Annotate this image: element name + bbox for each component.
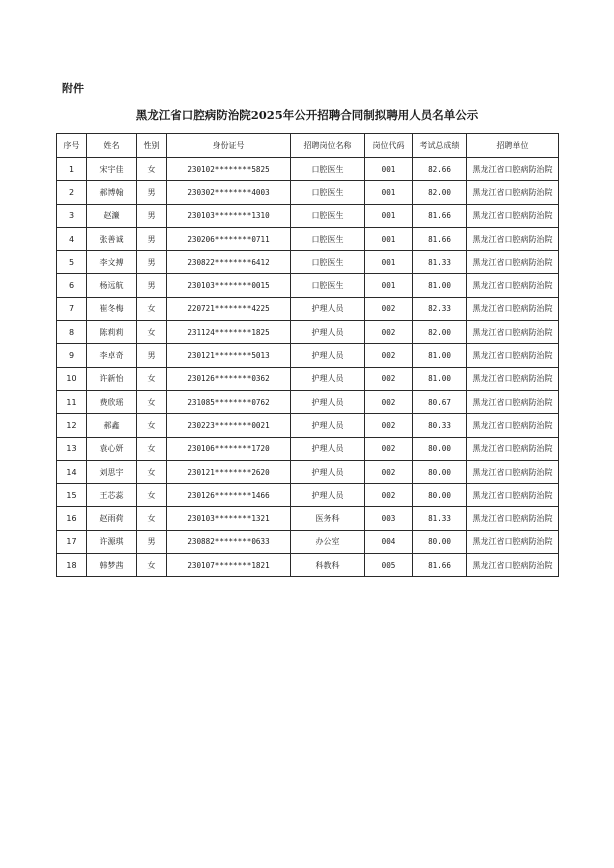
cell-exam-score: 81.00: [413, 274, 467, 297]
cell-position-name: 科教科: [291, 554, 365, 577]
cell-exam-score: 81.33: [413, 507, 467, 530]
document-title: 黑龙江省口腔病防治院2025年公开招聘合同制拟聘用人员名单公示: [135, 108, 479, 122]
cell-exam-score: 82.66: [413, 158, 467, 181]
cell-id-number: 230302********4003: [167, 181, 291, 204]
cell-position-name: 护理人员: [291, 484, 365, 507]
cell-id-number: 230107********1821: [167, 554, 291, 577]
table-row: [57, 414, 559, 437]
cell-seq: 14: [57, 460, 87, 483]
cell-position-name: 护理人员: [291, 344, 365, 367]
cell-exam-score: 81.00: [413, 344, 467, 367]
cell-id-number: 230126********1466: [167, 484, 291, 507]
candidate-table: [56, 133, 559, 577]
cell-employer: 黑龙江省口腔病防治院: [467, 507, 559, 530]
cell-position-name: 护理人员: [291, 367, 365, 390]
cell-employer: 黑龙江省口腔病防治院: [467, 227, 559, 250]
cell-position-code: 002: [365, 437, 413, 460]
cell-gender: 男: [137, 181, 167, 204]
header-name: 姓名: [87, 134, 137, 158]
cell-employer: 黑龙江省口腔病防治院: [467, 274, 559, 297]
cell-name: 王芯蕊: [87, 484, 137, 507]
cell-seq: 2: [57, 181, 87, 204]
cell-gender: 女: [137, 321, 167, 344]
cell-position-name: 口腔医生: [291, 251, 365, 274]
cell-employer: 黑龙江省口腔病防治院: [467, 437, 559, 460]
cell-seq: 16: [57, 507, 87, 530]
cell-name: 李卓奇: [87, 344, 137, 367]
cell-id-number: 230126********0362: [167, 367, 291, 390]
cell-employer: 黑龙江省口腔病防治院: [467, 390, 559, 413]
cell-gender: 女: [137, 390, 167, 413]
cell-exam-score: 80.00: [413, 484, 467, 507]
cell-gender: 女: [137, 158, 167, 181]
table-row: [57, 274, 559, 297]
cell-employer: 黑龙江省口腔病防治院: [467, 297, 559, 320]
cell-name: 宋宇佳: [87, 158, 137, 181]
header-exam-score: 考试总成绩: [413, 134, 467, 158]
cell-seq: 3: [57, 204, 87, 227]
cell-position-name: 口腔医生: [291, 204, 365, 227]
table-row: [57, 460, 559, 483]
cell-exam-score: 80.33: [413, 414, 467, 437]
cell-seq: 6: [57, 274, 87, 297]
cell-position-code: 001: [365, 158, 413, 181]
cell-employer: 黑龙江省口腔病防治院: [467, 530, 559, 553]
cell-id-number: 230223********0021: [167, 414, 291, 437]
cell-gender: 女: [137, 367, 167, 390]
cell-gender: 女: [137, 297, 167, 320]
cell-seq: 7: [57, 297, 87, 320]
cell-position-code: 003: [365, 507, 413, 530]
table-row: [57, 554, 559, 577]
cell-id-number: 231085********0762: [167, 390, 291, 413]
cell-position-code: 002: [365, 321, 413, 344]
cell-position-name: 口腔医生: [291, 227, 365, 250]
cell-exam-score: 80.00: [413, 530, 467, 553]
cell-gender: 男: [137, 274, 167, 297]
table-row: [57, 367, 559, 390]
cell-position-name: 口腔医生: [291, 158, 365, 181]
cell-employer: 黑龙江省口腔病防治院: [467, 414, 559, 437]
cell-name: 李文搏: [87, 251, 137, 274]
cell-name: 崔冬梅: [87, 297, 137, 320]
table-row: [57, 530, 559, 553]
table-row: [57, 437, 559, 460]
cell-gender: 男: [137, 344, 167, 367]
cell-employer: 黑龙江省口腔病防治院: [467, 321, 559, 344]
cell-gender: 女: [137, 460, 167, 483]
cell-position-code: 002: [365, 297, 413, 320]
cell-position-name: 口腔医生: [291, 181, 365, 204]
cell-position-code: 001: [365, 204, 413, 227]
cell-position-code: 004: [365, 530, 413, 553]
cell-seq: 8: [57, 321, 87, 344]
cell-seq: 11: [57, 390, 87, 413]
cell-id-number: 230106********1720: [167, 437, 291, 460]
cell-name: 张善诚: [87, 227, 137, 250]
cell-exam-score: 80.67: [413, 390, 467, 413]
table-row: [57, 507, 559, 530]
header-position-code: 岗位代码: [365, 134, 413, 158]
cell-id-number: 230822********6412: [167, 251, 291, 274]
cell-name: 许新怡: [87, 367, 137, 390]
cell-seq: 12: [57, 414, 87, 437]
cell-seq: 18: [57, 554, 87, 577]
cell-employer: 黑龙江省口腔病防治院: [467, 554, 559, 577]
table-row: [57, 297, 559, 320]
cell-employer: 黑龙江省口腔病防治院: [467, 484, 559, 507]
cell-employer: 黑龙江省口腔病防治院: [467, 204, 559, 227]
cell-position-name: 护理人员: [291, 460, 365, 483]
cell-position-code: 002: [365, 460, 413, 483]
cell-exam-score: 81.33: [413, 251, 467, 274]
cell-name: 郝博翰: [87, 181, 137, 204]
cell-exam-score: 82.33: [413, 297, 467, 320]
table-row: [57, 251, 559, 274]
cell-gender: 男: [137, 530, 167, 553]
cell-name: 赵濂: [87, 204, 137, 227]
cell-position-name: 医务科: [291, 507, 365, 530]
cell-employer: 黑龙江省口腔病防治院: [467, 460, 559, 483]
cell-gender: 女: [137, 507, 167, 530]
cell-employer: 黑龙江省口腔病防治院: [467, 181, 559, 204]
cell-exam-score: 82.00: [413, 181, 467, 204]
cell-name: 郝鑫: [87, 414, 137, 437]
header-position-name: 招聘岗位名称: [291, 134, 365, 158]
cell-gender: 男: [137, 251, 167, 274]
cell-position-name: 办公室: [291, 530, 365, 553]
cell-position-code: 001: [365, 181, 413, 204]
cell-id-number: 230102********5825: [167, 158, 291, 181]
header-id-number: 身份证号: [167, 134, 291, 158]
cell-name: 杨远航: [87, 274, 137, 297]
cell-id-number: 230882********0633: [167, 530, 291, 553]
cell-name: 费欣瑶: [87, 390, 137, 413]
cell-employer: 黑龙江省口腔病防治院: [467, 251, 559, 274]
cell-position-name: 护理人员: [291, 390, 365, 413]
cell-id-number: 230103********0015: [167, 274, 291, 297]
cell-exam-score: 82.00: [413, 321, 467, 344]
table-body: [57, 158, 559, 577]
cell-id-number: 231124********1825: [167, 321, 291, 344]
cell-position-code: 001: [365, 274, 413, 297]
cell-name: 许源琪: [87, 530, 137, 553]
cell-id-number: 230103********1321: [167, 507, 291, 530]
cell-position-code: 002: [365, 484, 413, 507]
header-employer: 招聘单位: [467, 134, 559, 158]
cell-seq: 13: [57, 437, 87, 460]
cell-gender: 女: [137, 484, 167, 507]
cell-position-code: 005: [365, 554, 413, 577]
cell-id-number: 230206********0711: [167, 227, 291, 250]
cell-name: 韩梦茜: [87, 554, 137, 577]
cell-exam-score: 81.66: [413, 204, 467, 227]
cell-seq: 9: [57, 344, 87, 367]
cell-position-name: 护理人员: [291, 437, 365, 460]
cell-seq: 17: [57, 530, 87, 553]
header-gender: 性别: [137, 134, 167, 158]
cell-gender: 女: [137, 414, 167, 437]
table-row: [57, 484, 559, 507]
cell-exam-score: 81.00: [413, 367, 467, 390]
cell-gender: 男: [137, 227, 167, 250]
cell-exam-score: 80.00: [413, 460, 467, 483]
cell-gender: 女: [137, 437, 167, 460]
table-header-row: [57, 134, 559, 158]
table-row: [57, 390, 559, 413]
cell-name: 刘思宇: [87, 460, 137, 483]
attachment-label: 附件: [62, 82, 84, 95]
table-row: [57, 344, 559, 367]
table-row: [57, 321, 559, 344]
cell-position-code: 001: [365, 251, 413, 274]
cell-position-name: 护理人员: [291, 414, 365, 437]
cell-employer: 黑龙江省口腔病防治院: [467, 344, 559, 367]
cell-position-name: 口腔医生: [291, 274, 365, 297]
cell-name: 袁心妍: [87, 437, 137, 460]
cell-position-code: 002: [365, 367, 413, 390]
cell-employer: 黑龙江省口腔病防治院: [467, 158, 559, 181]
cell-position-name: 护理人员: [291, 321, 365, 344]
header-seq: 序号: [57, 134, 87, 158]
cell-position-code: 002: [365, 344, 413, 367]
cell-id-number: 230121********5013: [167, 344, 291, 367]
cell-id-number: 220721********4225: [167, 297, 291, 320]
cell-seq: 4: [57, 227, 87, 250]
table-row: [57, 227, 559, 250]
cell-exam-score: 81.66: [413, 554, 467, 577]
cell-exam-score: 80.00: [413, 437, 467, 460]
cell-seq: 1: [57, 158, 87, 181]
cell-name: 陈莉莉: [87, 321, 137, 344]
cell-seq: 5: [57, 251, 87, 274]
cell-gender: 女: [137, 554, 167, 577]
cell-position-code: 002: [365, 414, 413, 437]
table-row: [57, 181, 559, 204]
cell-position-code: 001: [365, 227, 413, 250]
cell-employer: 黑龙江省口腔病防治院: [467, 367, 559, 390]
table-row: [57, 158, 559, 181]
cell-gender: 男: [137, 204, 167, 227]
cell-name: 赵雨荷: [87, 507, 137, 530]
table-row: [57, 204, 559, 227]
cell-id-number: 230103********1310: [167, 204, 291, 227]
cell-seq: 15: [57, 484, 87, 507]
cell-id-number: 230121********2620: [167, 460, 291, 483]
cell-seq: 10: [57, 367, 87, 390]
cell-exam-score: 81.66: [413, 227, 467, 250]
cell-position-code: 002: [365, 390, 413, 413]
cell-position-name: 护理人员: [291, 297, 365, 320]
